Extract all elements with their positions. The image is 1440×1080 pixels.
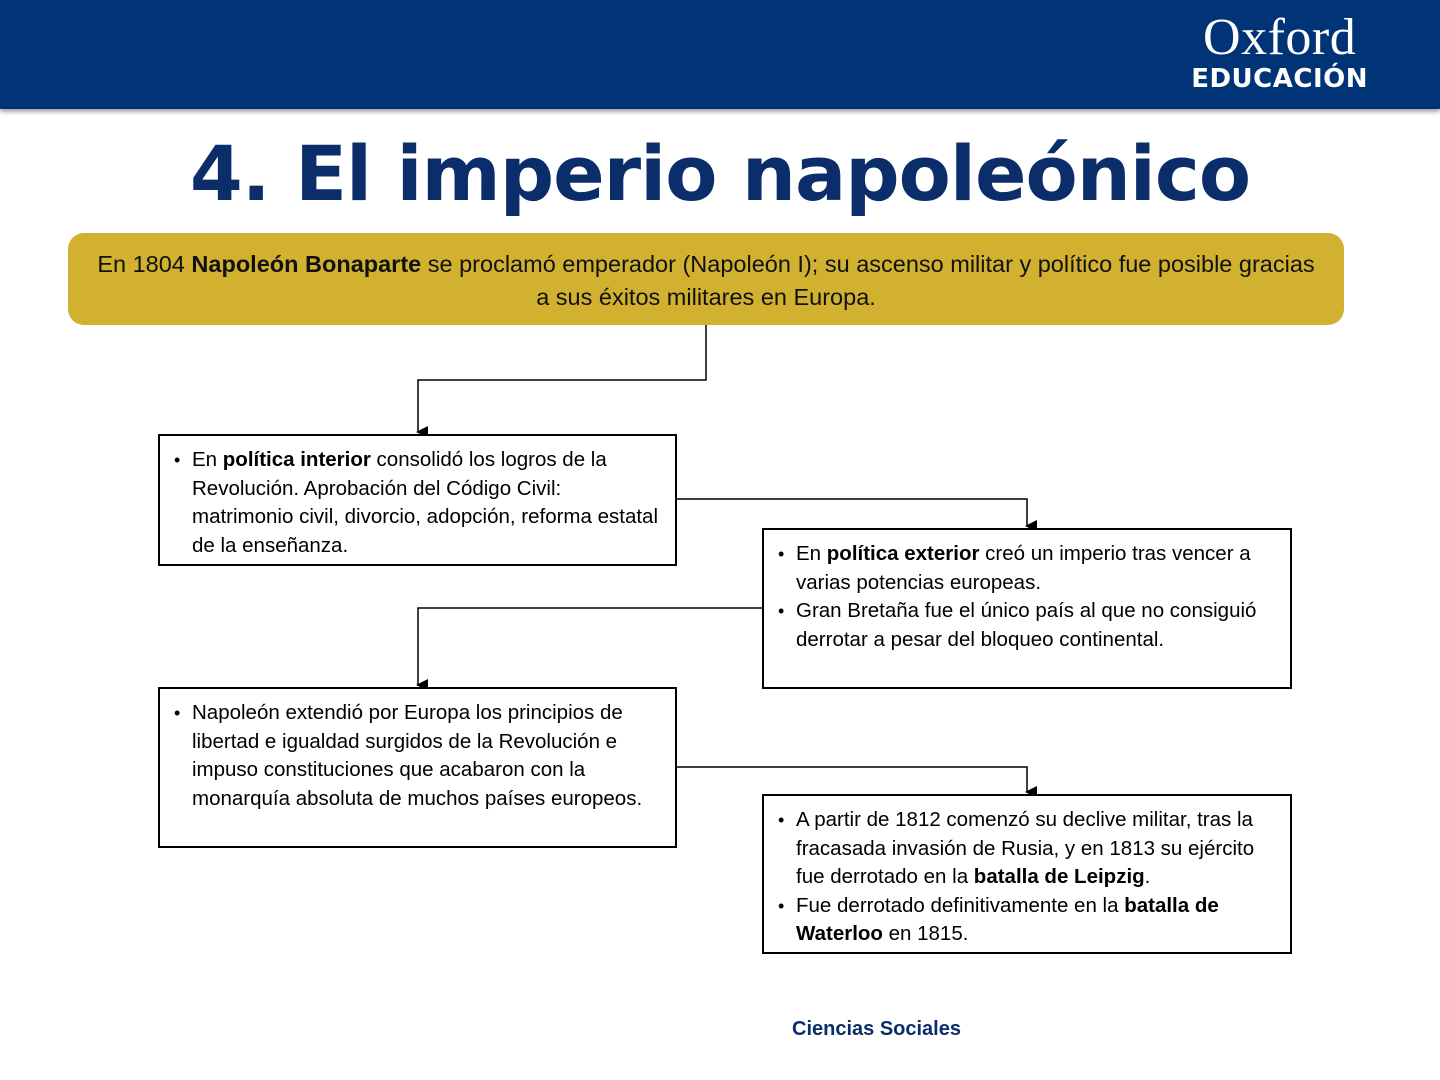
text-run: Napoleón extendió por Europa los principios de libertad e igualdad surgidos de la Revolución e impuso constituciones que acabaron con la monarquía absoluta de muchos países europeos.	[192, 701, 643, 810]
text-run: En	[192, 448, 223, 471]
footer-subject: Ciencias Sociales	[792, 1018, 961, 1040]
bullet-list	[174, 446, 665, 560]
emphasis-text: política interior	[222, 448, 371, 471]
emphasis-text: batalla de Waterloo	[796, 893, 1219, 945]
bullet-item	[778, 540, 1280, 597]
text-run: Fue derrotado definitivamente en la	[796, 893, 1125, 917]
connector-box3-to-box4	[677, 767, 1027, 792]
text-run: creó un imperio tras vencer a varias potencias europeas.	[796, 542, 1251, 594]
box-politica-exterior	[762, 528, 1292, 689]
bullet-item	[174, 699, 665, 813]
bullet-list	[174, 699, 665, 813]
bullet-item	[778, 806, 1280, 892]
text-run: A partir de 1812 comenzó su declive militar, tras la fracasada invasión de Rusia, y en 1813 su ejército fue derrotado en la	[796, 808, 1255, 888]
page-title: 4. El imperio napoleónico	[189, 129, 1251, 218]
text-run: se proclamó emperador (Napoleón I); su ascenso militar y político fue posible gracias a sus éxitos militares en Europa.	[421, 251, 1315, 310]
connector-intro-to-box1	[418, 325, 706, 432]
box-declive-militar	[762, 794, 1292, 954]
bullet-item	[778, 892, 1280, 949]
text-run: En 1804	[97, 251, 192, 277]
text-run: .	[1144, 865, 1151, 888]
bullet-list	[778, 806, 1280, 949]
emphasis-text: Napoleón Bonaparte	[191, 251, 422, 277]
connector-box1-to-box2	[677, 499, 1027, 526]
text-run: En	[796, 542, 827, 565]
text-run: en 1815.	[882, 922, 969, 945]
connector-box2-to-box3	[418, 608, 762, 685]
text-run: consolidó los logros de la Revolución. Aprobación del Código Civil: matrimonio civil, divorcio, adopción, reforma estatal de la enseñanza.	[192, 448, 658, 557]
logo-sub-text: EDUCACIÓN	[1191, 64, 1368, 94]
emphasis-text: batalla de Leipzig	[973, 865, 1145, 888]
box-expansion-principios	[158, 687, 677, 848]
emphasis-text: política exterior	[826, 542, 980, 565]
bullet-item	[174, 446, 665, 560]
text-run: Gran Bretaña fue el único país al que no consiguió derrotar a pesar del bloqueo continental.	[796, 599, 1257, 651]
logo-main-text: Oxford	[1203, 9, 1357, 66]
bullet-list	[778, 540, 1280, 654]
box-politica-interior	[158, 434, 677, 566]
bullet-item	[778, 597, 1280, 654]
